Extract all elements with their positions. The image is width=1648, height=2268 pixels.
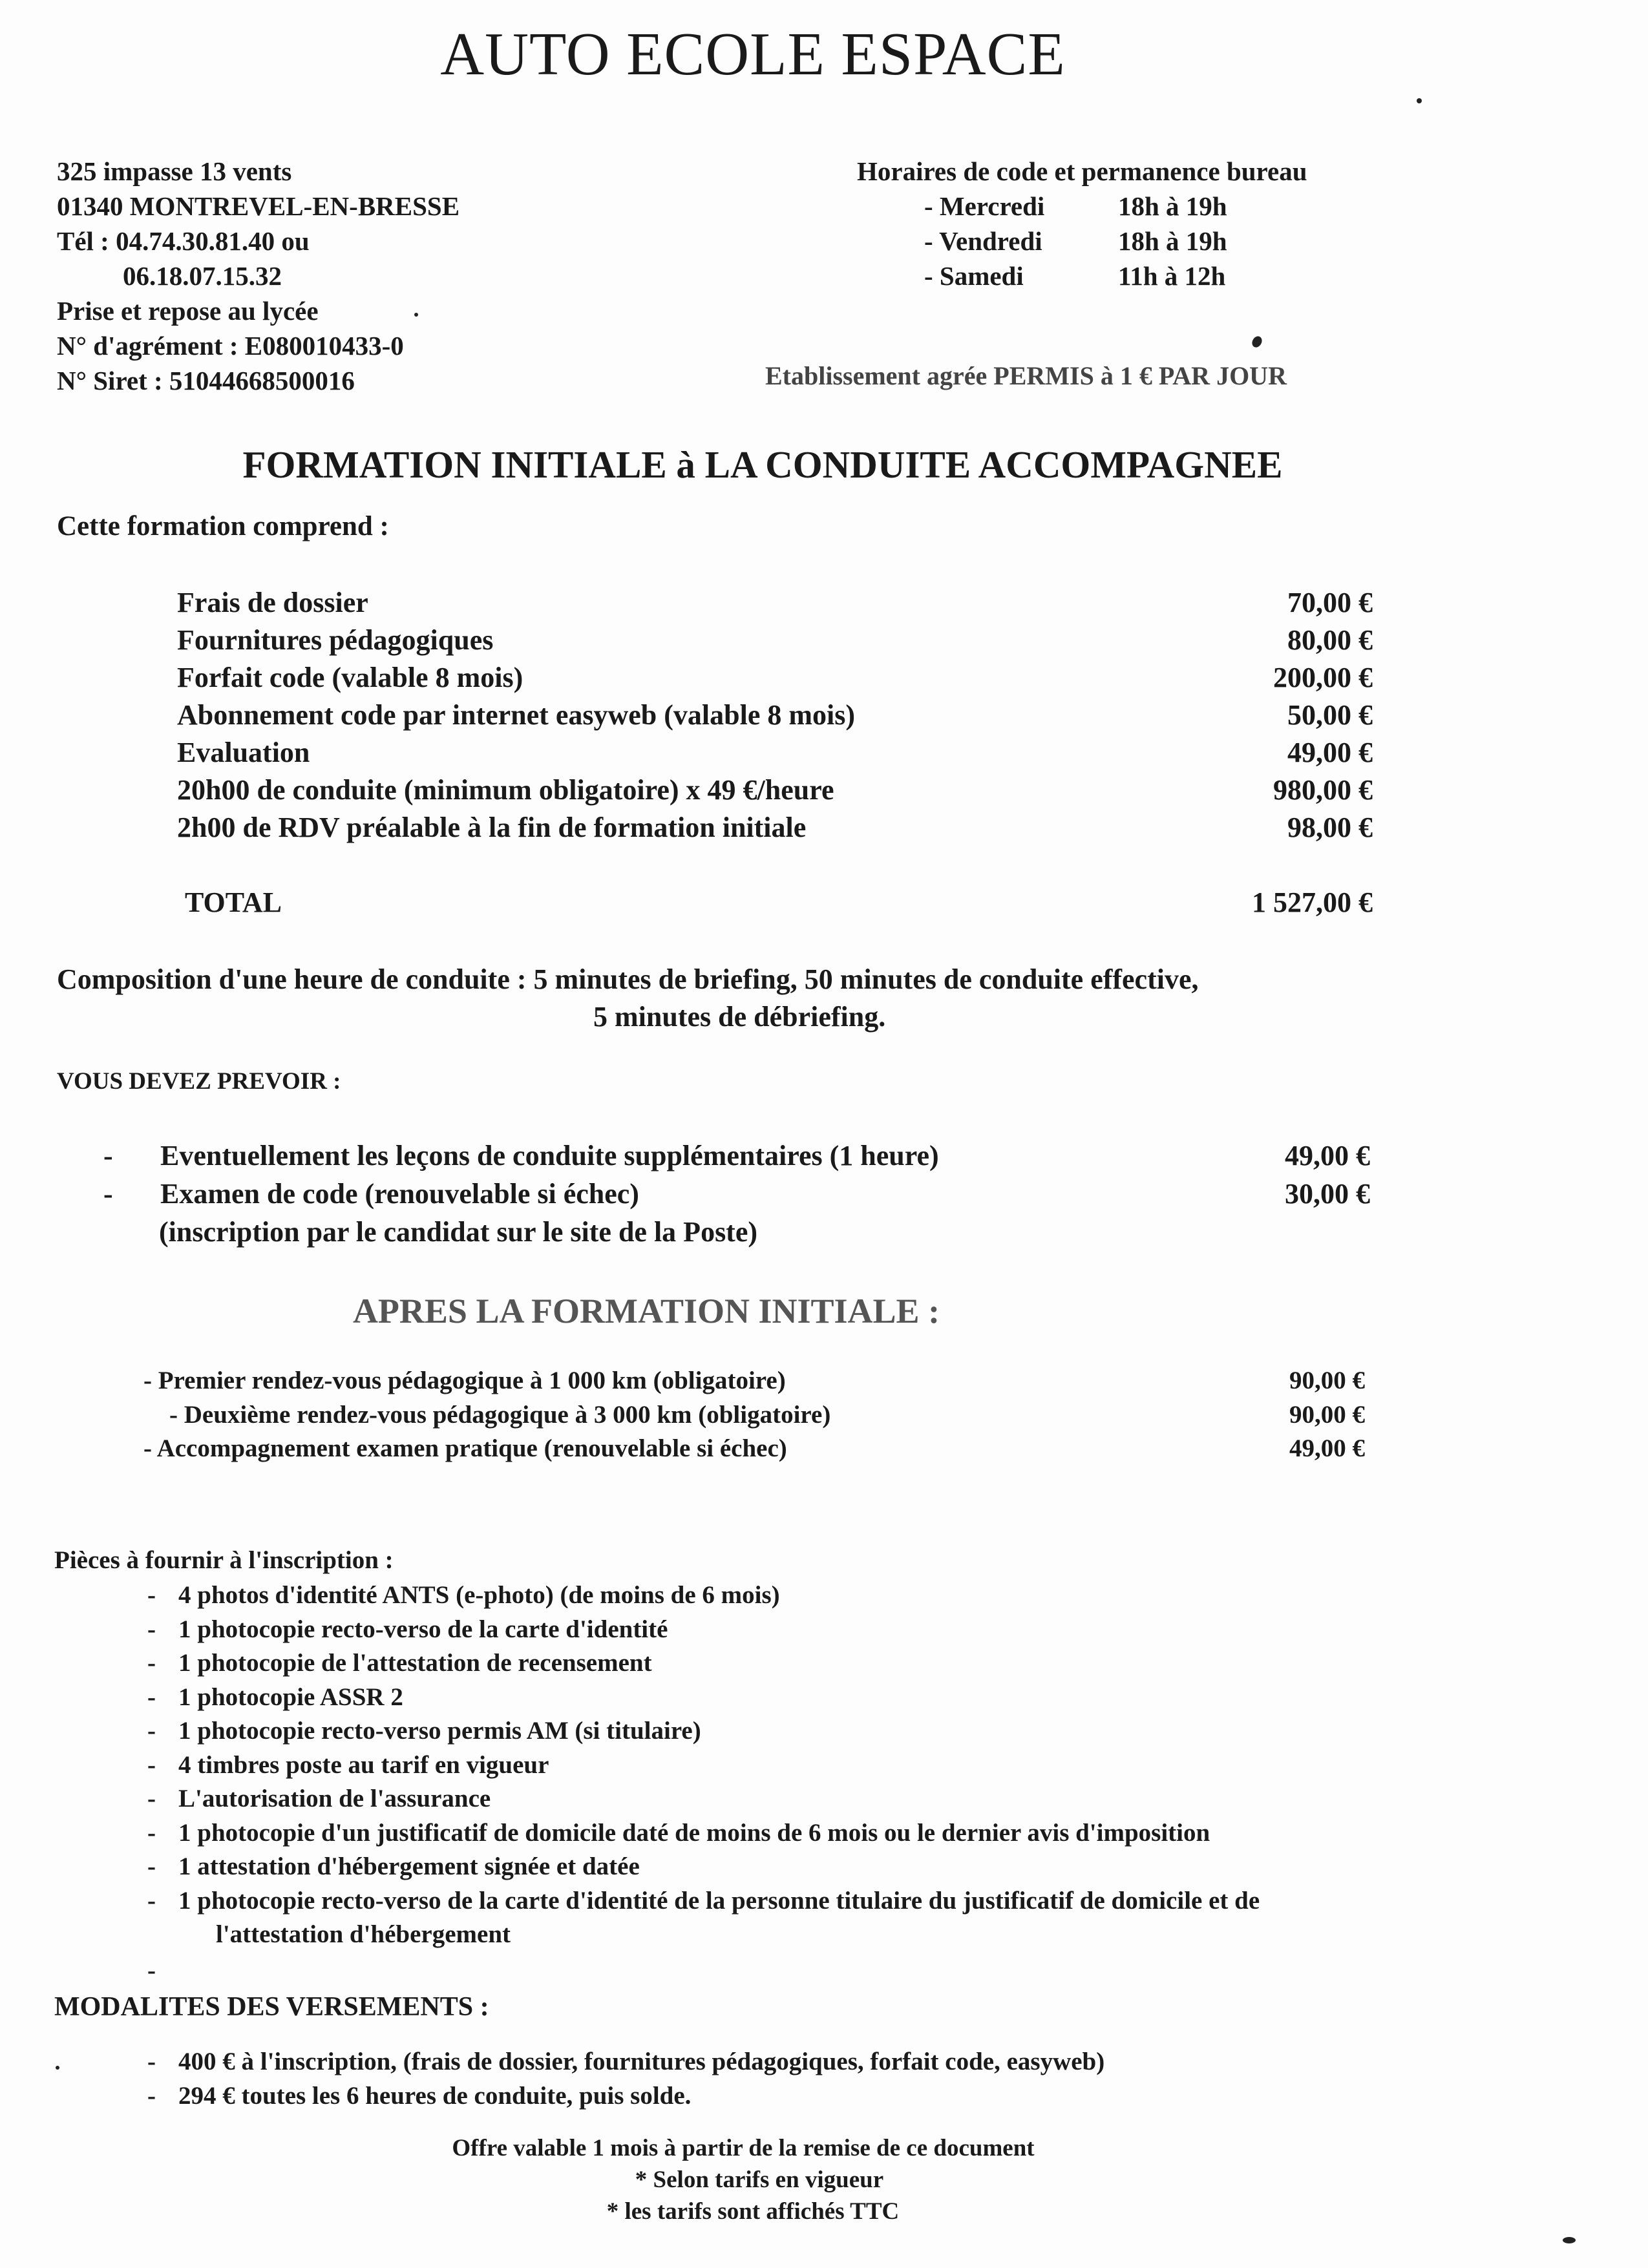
includes-label: Cette formation comprend :: [57, 511, 389, 541]
price-item: [177, 698, 1373, 731]
list-item-text: 1 photocopie ASSR 2: [178, 1683, 403, 1711]
apres-item-amount: 90,00 €: [1289, 1401, 1365, 1429]
price-item-amount: 70,00 €: [1287, 587, 1373, 618]
scan-speck: [1250, 335, 1263, 350]
pieces-label: Pièces à fournir à l'inscription :: [54, 1546, 394, 1574]
price-item-amount: 50,00 €: [1287, 699, 1373, 731]
list-item-text: L'autorisation de l'assurance: [178, 1785, 491, 1812]
agrement-number: N° d'agrément : E080010433-0: [57, 331, 404, 361]
list-item: [147, 1613, 1260, 1647]
lesson-composition: [57, 961, 1199, 1036]
price-item-amount: 980,00 €: [1273, 774, 1373, 806]
list-item-text: 1 photocopie recto-verso de la carte d'identité: [178, 1615, 668, 1643]
school-name-title: AUTO ECOLE ESPACE: [440, 21, 1066, 88]
address-street: 325 impasse 13 vents: [57, 156, 292, 186]
price-item-label: 2h00 de RDV préalable à la fin de formation initiale: [177, 812, 807, 843]
bullet-dash: -: [147, 1581, 156, 1609]
apres-item: [143, 1366, 1365, 1395]
address-city: 01340 MONTREVEL-EN-BRESSE: [57, 191, 460, 221]
modalites-label: MODALITES DES VERSEMENTS :: [54, 1992, 489, 2022]
price-item: [177, 661, 1373, 694]
list-item: [147, 1782, 1260, 1816]
price-item-amount: 98,00 €: [1287, 812, 1373, 843]
list-item-text: 1 photocopie de l'attestation de recensement: [178, 1649, 652, 1677]
bullet-dash: -: [147, 1717, 156, 1745]
bullet-dash: -: [147, 1818, 156, 1847]
composition-line: 5 minutes de débriefing.: [593, 1001, 886, 1033]
price-item-label: Evaluation: [177, 737, 310, 768]
apres-item-label: - Deuxième rendez-vous pédagogique à 3 000 km (obligatoire): [169, 1401, 831, 1429]
schedule-row: [857, 258, 1307, 293]
price-item-label: Forfait code (valable 8 mois): [177, 662, 523, 693]
prevoir-item: [103, 1139, 1370, 1172]
price-item-label: Frais de dossier: [177, 587, 368, 618]
price-item-label: Fournitures pédagogiques: [177, 624, 494, 656]
list-item-text: 294 € toutes les 6 heures de conduite, puis solde.: [178, 2081, 692, 2110]
bullet-dash: -: [103, 1140, 113, 1171]
phone-primary: Tél : 04.74.30.81.40 ou: [57, 226, 310, 256]
prevoir-item-label: Eventuellement les leçons de conduite supplémentaires (1 heure): [160, 1140, 939, 1171]
bullet-dash: -: [147, 1683, 156, 1711]
schedule-block: [857, 154, 1307, 293]
apres-title: APRES LA FORMATION INITIALE :: [352, 1292, 940, 1330]
list-item: [147, 2079, 1104, 2114]
bullet-dash: -: [147, 1785, 156, 1812]
address-block: [57, 154, 460, 398]
pieces-list: [147, 1579, 1260, 1952]
schedule-time: 11h à 12h: [1118, 261, 1226, 291]
total-row: [185, 886, 1373, 919]
price-item-amount: 80,00 €: [1287, 624, 1373, 656]
bullet-dash: -: [147, 1649, 156, 1677]
price-item: [177, 736, 1373, 769]
pickup-info: Prise et repose au lycée: [57, 296, 319, 326]
schedule-day: - Mercredi: [924, 191, 1045, 221]
list-item: [147, 1816, 1260, 1851]
list-item-text: 1 photocopie d'un justificatif de domicile daté de moins de 6 mois ou le dernier avis d'imposition: [178, 1818, 1210, 1847]
list-item: [147, 2045, 1104, 2079]
scan-speck: [56, 2066, 59, 2070]
scan-speck: [1563, 2237, 1576, 2243]
list-item-text: 1 photocopie recto-verso de la carte d'identité de la personne titulaire du justificatif de domicile et de: [178, 1886, 1260, 1915]
stray-dash: -: [147, 1957, 156, 1984]
footer: [0, 2132, 1486, 2227]
schedule-heading: Horaires de code et permanence bureau: [857, 156, 1307, 186]
bullet-dash: -: [147, 1750, 156, 1779]
list-item-continuation: l'attestation d'hébergement: [216, 1920, 511, 1948]
list-item: [147, 1748, 1260, 1783]
phone-secondary: 06.18.07.15.32: [123, 261, 282, 291]
price-item: [177, 586, 1373, 619]
apres-item-amount: 49,00 €: [1289, 1434, 1365, 1462]
schedule-time: 18h à 19h: [1118, 191, 1227, 221]
list-item-text: 1 attestation d'hébergement signée et datée: [178, 1853, 640, 1880]
list-item: [147, 1579, 1260, 1613]
total-amount: 1 527,00 €: [1252, 887, 1373, 918]
modalites-list: [147, 2045, 1104, 2113]
list-item: [147, 1850, 1260, 1884]
siret-number: N° Siret : 51044668500016: [57, 366, 355, 395]
apres-item-label: - Accompagnement examen pratique (renouvelable si échec): [143, 1434, 787, 1462]
list-item-text: 1 photocopie recto-verso permis AM (si titulaire): [178, 1717, 701, 1745]
schedule-row: [857, 224, 1307, 258]
bullet-dash: -: [147, 1615, 156, 1643]
schedule-day: - Samedi: [924, 261, 1024, 291]
apres-item-amount: 90,00 €: [1289, 1367, 1365, 1394]
footer-note: * les tarifs sont affichés TTC: [606, 2198, 900, 2225]
scan-speck: [414, 313, 418, 317]
prevoir-item-label: Examen de code (renouvelable si échec): [160, 1178, 639, 1210]
composition-line: Composition d'une heure de conduite : 5 minutes de briefing, 50 minutes de conduite effective,: [57, 963, 1199, 995]
scan-speck: [1417, 98, 1422, 103]
bullet-dash: -: [147, 2081, 156, 2110]
offer-validity: Offre valable 1 mois à partir de la remise de ce document: [452, 2135, 1035, 2161]
list-item-text: 4 timbres poste au tarif en vigueur: [178, 1750, 549, 1779]
list-item: [147, 1714, 1260, 1748]
formation-title: FORMATION INITIALE à LA CONDUITE ACCOMPAGNEE: [242, 443, 1283, 486]
prevoir-label: VOUS DEVEZ PREVOIR :: [57, 1068, 341, 1095]
schedule-day: - Vendredi: [924, 226, 1042, 256]
prevoir-item-amount: 49,00 €: [1285, 1140, 1370, 1171]
list-item: [147, 1681, 1260, 1715]
list-item: [147, 1646, 1260, 1681]
price-item: [177, 811, 1373, 844]
price-item-amount: 200,00 €: [1273, 662, 1373, 693]
prevoir-item: [103, 1177, 1370, 1210]
list-item-text: 4 photos d'identité ANTS (e-photo) (de moins de 6 mois): [178, 1581, 780, 1609]
price-item-amount: 49,00 €: [1287, 737, 1373, 768]
apres-item: [169, 1400, 1365, 1429]
prevoir-item-amount: 30,00 €: [1285, 1178, 1370, 1210]
schedule-row: [857, 189, 1307, 224]
price-item-label: Abonnement code par internet easyweb (valable 8 mois): [177, 699, 855, 731]
list-item-text: 400 € à l'inscription, (frais de dossier, fournitures pédagogiques, forfait code, easyweb): [178, 2048, 1105, 2075]
bullet-dash: -: [103, 1178, 113, 1210]
list-item: [147, 1884, 1260, 1918]
bullet-dash: -: [147, 2048, 156, 2075]
footer-note: * Selon tarifs en vigueur: [635, 2167, 884, 2193]
agreement-note: Etablissement agrée PERMIS à 1 € PAR JOUR: [765, 361, 1287, 390]
bullet-dash: -: [147, 1853, 156, 1880]
bullet-dash: -: [147, 1886, 156, 1915]
schedule-time: 18h à 19h: [1118, 226, 1227, 256]
total-label: TOTAL: [185, 887, 282, 918]
price-item: [177, 624, 1373, 656]
price-item-label: 20h00 de conduite (minimum obligatoire) x 49 €/heure: [177, 774, 834, 806]
apres-item-label: - Premier rendez-vous pédagogique à 1 000 km (obligatoire): [143, 1367, 786, 1394]
apres-item: [143, 1434, 1365, 1463]
prevoir-note: (inscription par le candidat sur le site de la Poste): [159, 1216, 758, 1248]
price-item: [177, 773, 1373, 806]
